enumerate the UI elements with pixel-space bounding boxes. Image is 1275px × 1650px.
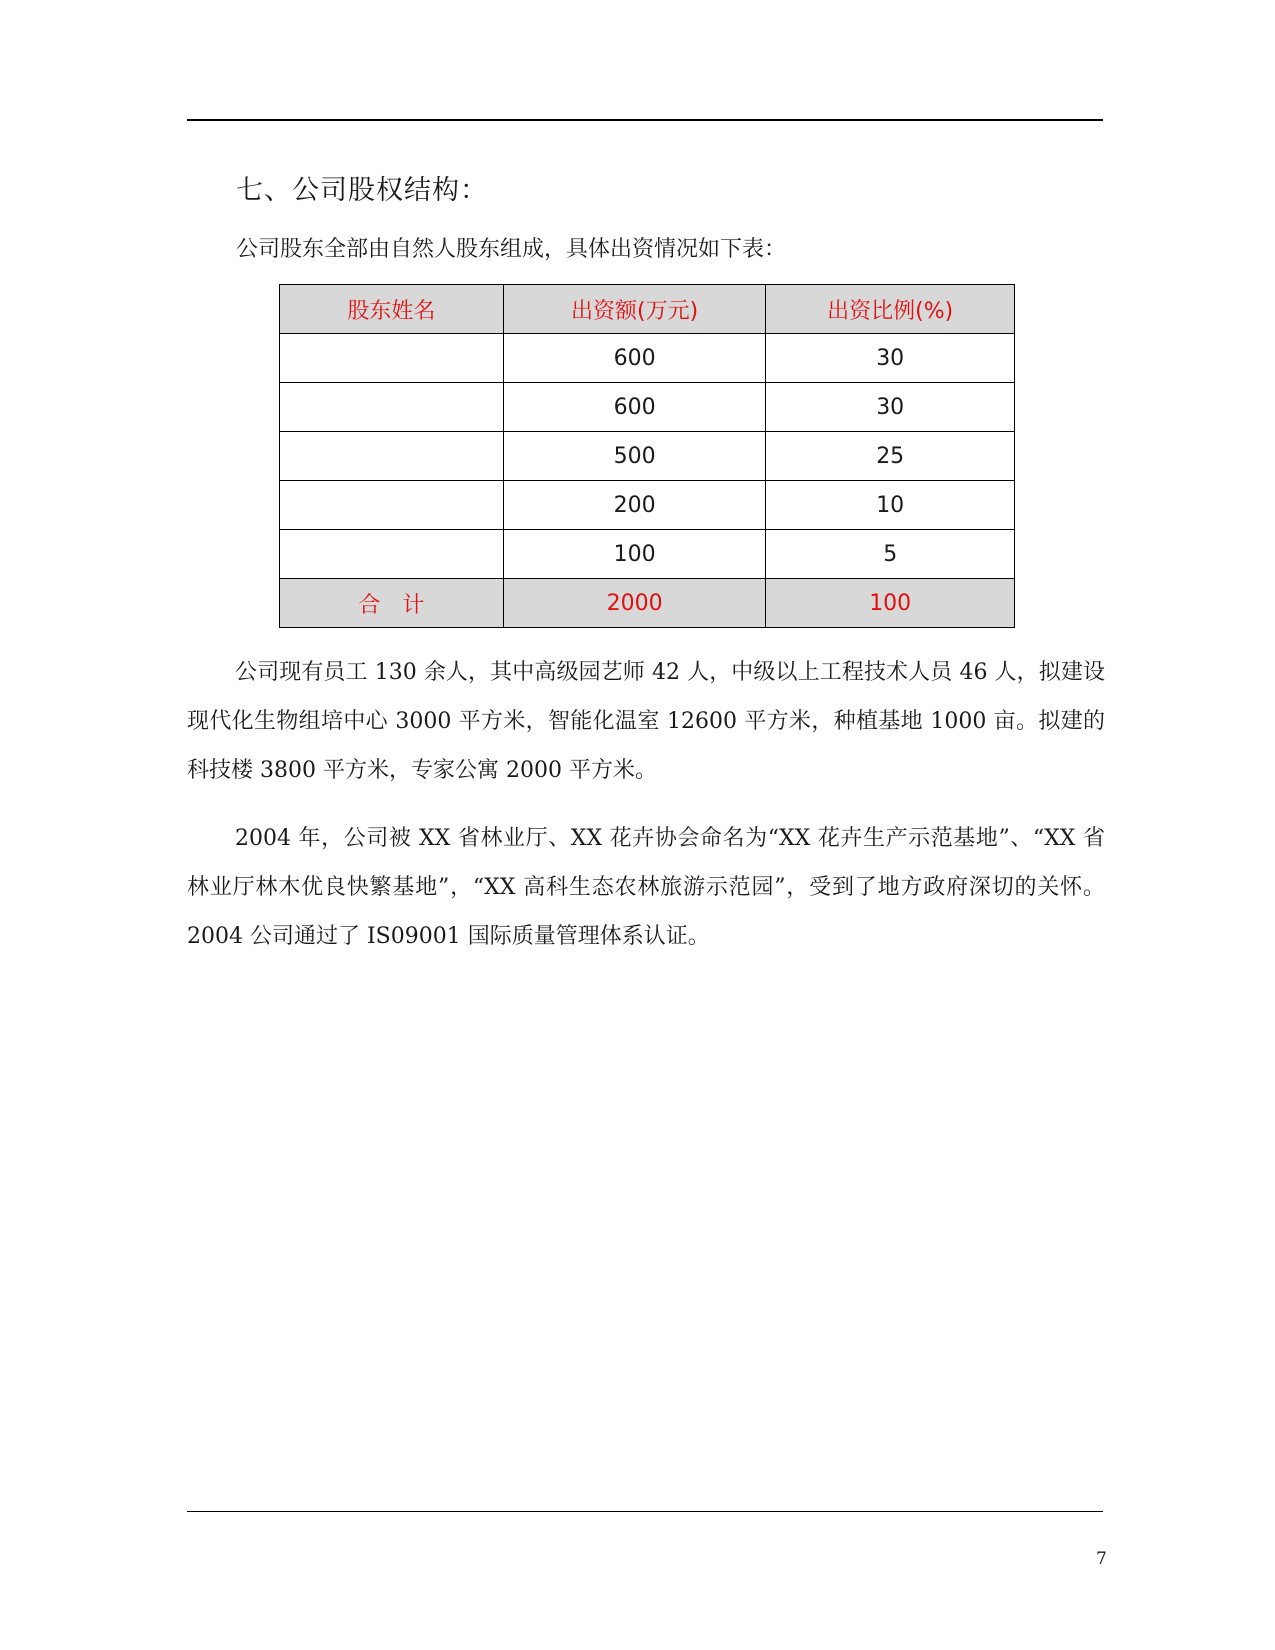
total-ratio-cell: 100 xyxy=(766,579,1015,628)
table-row xyxy=(280,432,1015,481)
amount-cell: 500 xyxy=(503,432,766,481)
shareholder-name-cell xyxy=(280,530,504,579)
amount-cell: 200 xyxy=(503,481,766,530)
amount-cell: 600 xyxy=(503,334,766,383)
ratio-cell: 30 xyxy=(766,383,1015,432)
ratio-cell: 30 xyxy=(766,334,1015,383)
paragraph-staff-facilities: 公司现有员工 130 余人，其中高级园艺师 42 人，中级以上工程技术人员 46 人，拟建设现代化生物组培中心 3000 平方米，智能化温室 12600 平方米，种植基地 1000 亩。拟建的科技楼 3800 平方米，专家公寓 2000 平方米。 xyxy=(187,660,1105,783)
table-row xyxy=(280,481,1015,530)
ratio-cell: 5 xyxy=(766,530,1015,579)
header-contribution-amount: 出资额(万元) xyxy=(503,285,766,334)
ratio-cell: 10 xyxy=(766,481,1015,530)
page-number: 7 xyxy=(1096,1549,1107,1569)
table-header-row xyxy=(280,285,1015,334)
table-row xyxy=(280,383,1015,432)
table-total-row xyxy=(280,579,1015,628)
header-rule xyxy=(187,119,1103,121)
shareholder-name-cell xyxy=(280,481,504,530)
equity-table xyxy=(279,284,1015,628)
total-amount-cell: 2000 xyxy=(503,579,766,628)
shareholder-name-cell xyxy=(280,383,504,432)
intro-text: 公司股东全部由自然人股东组成，具体出资情况如下表： xyxy=(236,237,787,262)
ratio-cell: 25 xyxy=(766,432,1015,481)
table-row xyxy=(280,530,1015,579)
shareholder-name-cell xyxy=(280,432,504,481)
section-title: 七、公司股权结构： xyxy=(236,175,488,206)
total-label-cell: 合 计 xyxy=(280,579,504,628)
table-row xyxy=(280,334,1015,383)
amount-cell: 600 xyxy=(503,383,766,432)
paragraph-honors-certification: 2004 年，公司被 XX 省林业厅、XX 花卉协会命名为“XX 花卉生产示范基地”、“XX 省林业厅林木优良快繁基地”，“XX 高科生态农林旅游示范园”，受到了地方政府深切的关怀。2004 公司通过了 IS09001 国际质量管理体系认证。 xyxy=(187,826,1105,949)
shareholder-name-cell xyxy=(280,334,504,383)
footer-rule xyxy=(187,1511,1103,1512)
header-shareholder-name: 股东姓名 xyxy=(280,285,504,334)
amount-cell: 100 xyxy=(503,530,766,579)
header-contribution-ratio: 出资比例(%) xyxy=(766,285,1015,334)
